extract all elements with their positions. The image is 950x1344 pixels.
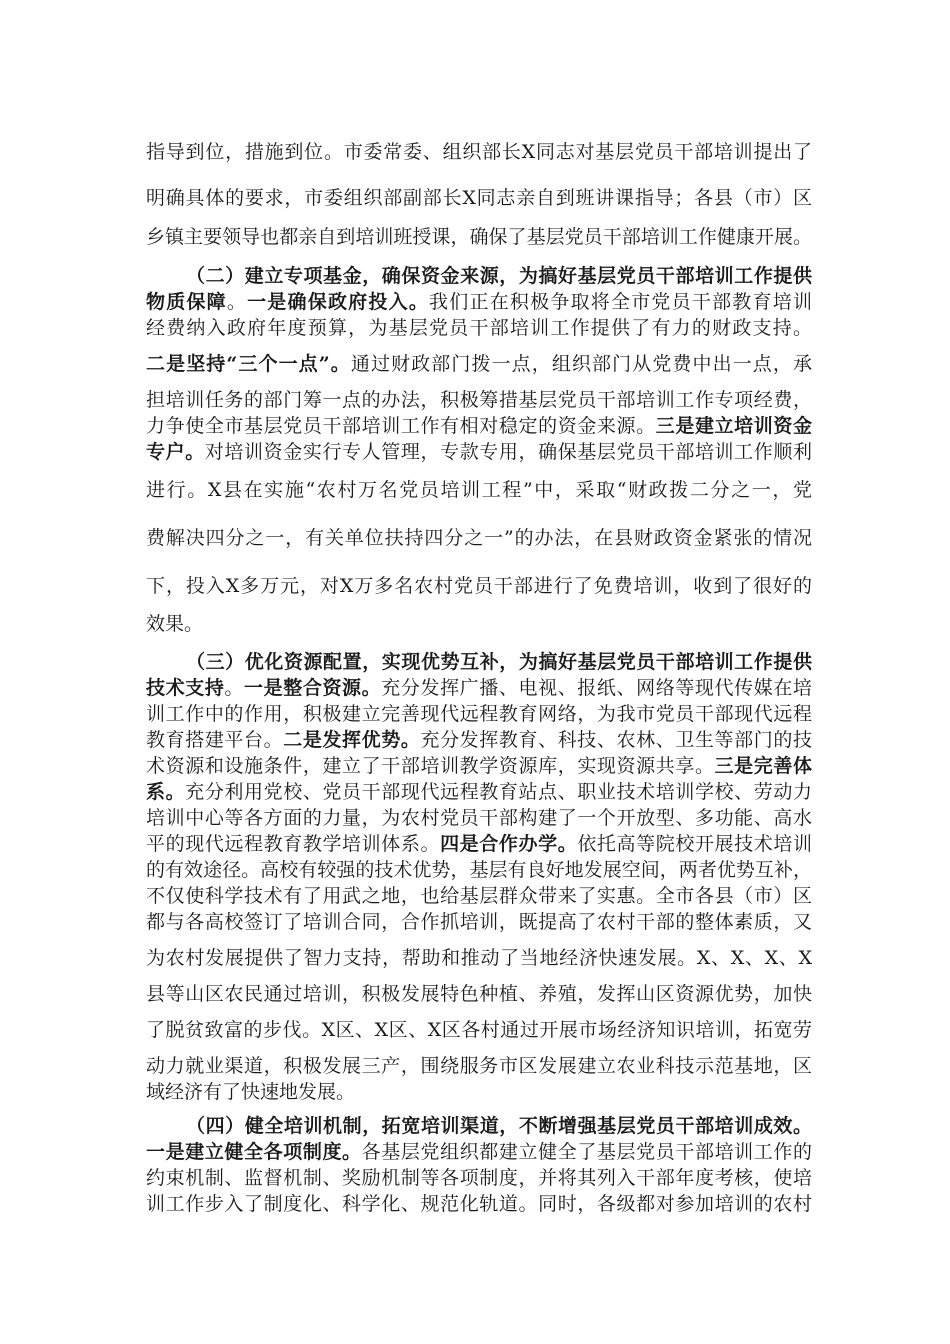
text-line xyxy=(146,1192,812,1216)
bold-text-segment: 二是发挥优势。 xyxy=(283,729,421,751)
text-segment: 县等山区农民通过培训，积极发展特色种植、养殖，发挥山区资源优势，加快 xyxy=(146,983,812,1005)
text-segment: 下，投入X多万元，对X万多名农村党员干部进行了免费培训，收到了很好的 xyxy=(146,575,812,597)
text-line xyxy=(146,388,812,412)
text-line xyxy=(146,612,812,636)
text-line xyxy=(186,1114,812,1138)
text-line xyxy=(146,676,812,700)
text-line xyxy=(146,225,812,249)
text-segment: 担培训任务的部门筹一点的办法，积极筹措基层党员干部培训工作专项经费， xyxy=(146,389,812,411)
text-line xyxy=(146,728,812,752)
text-line xyxy=(146,1018,812,1042)
text-line xyxy=(146,858,812,882)
text-line xyxy=(146,702,812,726)
text-segment: 乡镇主要领导也都亲自到培训班授课，确保了基层党员干部培训工作健康开展。 xyxy=(146,226,812,248)
text-line xyxy=(186,650,812,674)
text-segment: 都与各高校签订了培训合同，合作抓培训，既提高了农村干部的整体素质，又 xyxy=(146,911,812,933)
text-line xyxy=(186,264,812,288)
bold-text-segment: 二是坚持“三个一点”。 xyxy=(146,353,351,375)
text-segment: 充分利用党校、党员干部现代远程教育站点、职业技术培训学校、劳动力 xyxy=(185,781,812,803)
text-line xyxy=(146,414,812,438)
text-segment: 指导到位，措施到位。市委常委、组织部长X同志对基层党员干部培训提出了 xyxy=(146,141,812,163)
text-segment: 力争使全市基层党员干部培训工作有相对稳定的资金来源。 xyxy=(146,415,656,437)
text-line xyxy=(146,526,812,550)
text-segment: 术资源和设施条件，建立了干部培训教学资源库，实现资源共享。 xyxy=(146,755,715,777)
text-line xyxy=(146,884,812,908)
bold-text-segment: 技术支持 xyxy=(146,677,225,699)
bold-text-segment: 四是合作办学。 xyxy=(440,833,578,855)
text-segment: 各基层党组织都建立健全了基层党员干部培训工作的 xyxy=(361,1141,812,1163)
text-segment: 对培训资金实行专人管理，专款专用，确保基层党员干部培训工作顺利 xyxy=(204,441,812,463)
text-segment: 为农村发展提供了智力支持，帮助和推动了当地经济快速发展。X、X、X、X xyxy=(146,947,812,969)
text-segment: 明确具体的要求，市委组织部副部长X同志亲自到班讲课指导；各县（市）区 xyxy=(146,187,812,209)
text-line xyxy=(146,780,812,804)
text-line xyxy=(146,290,812,314)
text-line xyxy=(146,910,812,934)
text-segment: 依托高等院校开展技术培训 xyxy=(577,833,812,855)
bold-text-segment: （二）建立专项基金，确保资金来源，为搞好基层党员干部培训工作提供 xyxy=(186,265,812,287)
text-line xyxy=(146,832,812,856)
text-segment: 通过财政部门拨一点，组织部门从党费中出一点，承 xyxy=(350,353,812,375)
text-line xyxy=(146,316,812,340)
text-segment: 充分发挥广播、电视、报纸、网络等现代传媒在培 xyxy=(381,677,812,699)
text-line xyxy=(146,946,812,970)
text-line xyxy=(146,574,812,598)
bold-text-segment: 专户。 xyxy=(146,441,205,463)
text-line xyxy=(146,1140,812,1164)
text-segment: 。 xyxy=(226,291,248,313)
text-line xyxy=(146,478,812,502)
text-segment: 充分发挥教育、科技、农林、卫生等部门的技 xyxy=(420,729,812,751)
text-line xyxy=(146,186,812,210)
text-line xyxy=(146,754,812,778)
text-segment: 不仅使科学技术有了用武之地，也给基层群众带来了实惠。全市各县（市）区 xyxy=(146,885,812,907)
text-segment: 我们正在积极争取将全市党员干部教育培训 xyxy=(429,291,812,313)
text-line xyxy=(146,140,812,164)
text-line xyxy=(146,1080,812,1104)
text-segment: 训工作中的作用，积极建立完善现代远程教育网络，为我市党员干部现代远程 xyxy=(146,703,812,725)
text-line xyxy=(146,352,812,376)
text-segment: 培训中心等各方面的力量，为农村党员干部构建了一个开放型、多功能、高水 xyxy=(146,807,812,829)
text-segment: 训工作步入了制度化、科学化、规范化轨道。同时，各级都对参加培训的农村 xyxy=(146,1193,812,1215)
bold-text-segment: 一是确保政府投入。 xyxy=(247,291,430,313)
text-line xyxy=(146,982,812,1006)
text-segment: 经费纳入政府年度预算，为基层党员干部培训工作提供了有力的财政支持。 xyxy=(146,317,812,339)
text-segment: 域经济有了快速地发展。 xyxy=(146,1081,356,1103)
text-segment: 平的现代远程教育教学培训体系。 xyxy=(146,833,441,855)
text-segment: 动力就业渠道，积极发展三产，围绕服务市区发展建立农业科技示范基地，区 xyxy=(146,1055,812,1077)
text-segment: 费解决四分之一，有关单位扶持四分之一”的办法，在县财政资金紧张的情况 xyxy=(146,527,812,549)
bold-text-segment: 一是整合资源。 xyxy=(244,677,382,699)
text-segment: 了脱贫致富的步伐。X区、X区、X区各村通过开展市场经济知识培训，拓宽劳 xyxy=(146,1019,812,1041)
bold-text-segment: 三是建立培训资金 xyxy=(655,415,812,437)
text-line xyxy=(146,806,812,830)
text-segment: 的有效途径。高校有较强的技术优势，基层有良好地发展空间，两者优势互补， xyxy=(146,859,812,881)
text-segment: 教育搭建平台。 xyxy=(146,729,284,751)
bold-text-segment: （四）健全培训机制，拓宽培训渠道，不断增强基层党员干部培训成效。 xyxy=(186,1115,812,1137)
text-segment: 效果。 xyxy=(146,613,204,635)
bold-text-segment: 系。 xyxy=(146,781,186,803)
text-segment: 约束机制、监督机制、奖励机制等各项制度，并将其列入干部年度考核，使培 xyxy=(146,1167,812,1189)
bold-text-segment: （三）优化资源配置，实现优势互补，为搞好基层党员干部培训工作提供 xyxy=(186,651,812,673)
text-line xyxy=(146,1166,812,1190)
text-segment: 进行。X县在实施“农村万名党员培训工程”中，采取“财政拨二分之一，党 xyxy=(146,479,812,501)
text-line xyxy=(146,1054,812,1078)
text-segment: 。 xyxy=(224,677,245,699)
bold-text-segment: 物质保障 xyxy=(146,291,227,313)
bold-text-segment: 一是建立健全各项制度。 xyxy=(146,1141,362,1163)
text-line xyxy=(146,440,812,464)
bold-text-segment: 三是完善体 xyxy=(714,755,812,777)
